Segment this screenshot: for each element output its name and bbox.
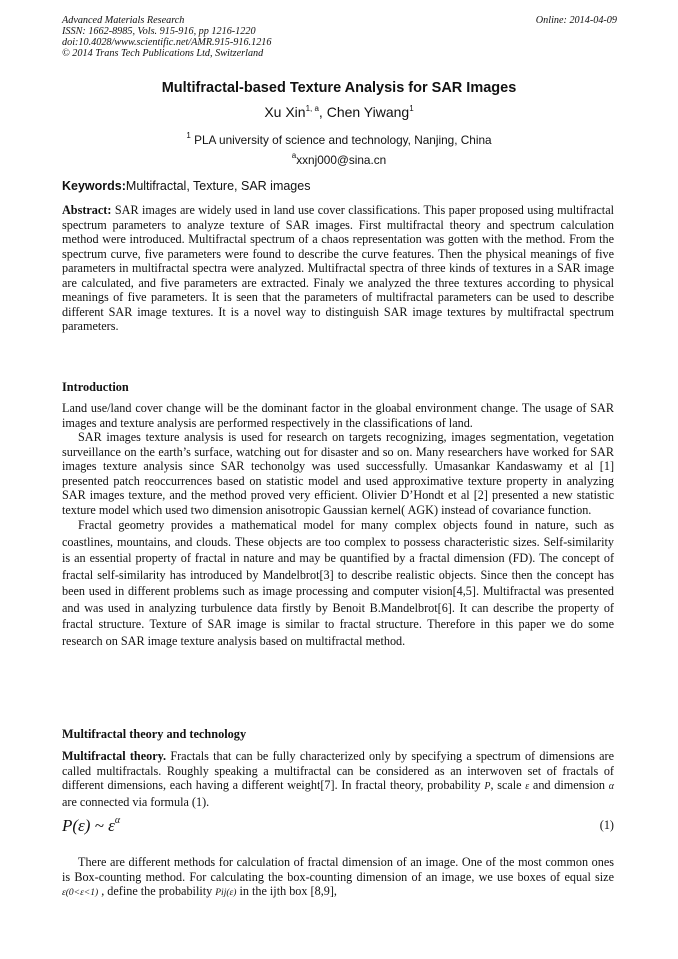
multifractal-paragraph bbox=[62, 749, 614, 809]
keywords-text: Multifractal, Texture, SAR images bbox=[125, 179, 311, 193]
author-separator: , bbox=[318, 104, 327, 120]
doi-line: doi:10.4028/www.scientific.net/AMR.915-916.1216 bbox=[62, 37, 272, 48]
affiliation-text: PLA university of science and technology, Nanjing, China bbox=[190, 133, 492, 147]
box-counting-text-a: There are different methods for calculation of fractal dimension of an image. One of the most common ones is Box-counting method. For calculating the box-counting dimension of an image, we use boxes of equal size bbox=[62, 855, 614, 884]
equation-1-lhs: P(ε) ~ ε bbox=[62, 816, 115, 835]
box-counting-paragraph bbox=[62, 855, 614, 901]
introduction-paragraph-2: SAR images texture analysis is used for research on targets recognizing, images segmentation, vegetation surveillance on the earth’s surface, watching out for disaster and so on. Many researchers have worked for SAR images texture analysis since SAR techonolgy was used successfully. Umasankar Kandaswamy et al [1] presented patch reoccurrences based on statistic model and used approximative texture property in analyzing SAR images texture, and the method proved very efficient. Olivier D’Hondt et al [2] presented a new statistic texture model which used two dimension anisotropic Gaussian kernel( AGK) instead of covariance function. bbox=[62, 430, 614, 517]
author-list bbox=[0, 104, 678, 120]
symbol-dimension: α bbox=[608, 781, 614, 792]
affiliation bbox=[0, 131, 678, 147]
multifractal-text-c: and dimension bbox=[529, 778, 609, 792]
introduction-paragraph-1: Land use/land cover change will be the dominant factor in the gloabal environment change. The usage of SAR images and texture analysis are performed respectively in the classifications of land. bbox=[62, 401, 614, 430]
abstract-text: SAR images are widely used in land use cover classifications. This paper proposed using multifractal spectrum parameters to analyze texture of SAR images. First multifractal theory and spectrum calculation method were introduced. Multifractal spectrum of a chaos representation was gotten with the method. From the spectrum curve, five parameters were found to describe the curve features. Then the physical meanings of five parameters in multifractal spectra were analyzed. Multifractal spectra of three kinds of textures in a SAR image are calculated, and five parameters are extracted. Finaly we analyzed the three textures according to physical meanings of five parameters. It is seen that the parameters of multifractal parameters can be used to describe different SAR image textures. It is a novel way to distinguish SAR image textures by multifractal spectrum parameters. bbox=[62, 203, 614, 333]
box-counting-section bbox=[62, 855, 614, 901]
multifractal-theory-label: Multifractal theory. bbox=[62, 749, 167, 763]
abstract bbox=[62, 203, 614, 334]
equation-1-number: (1) bbox=[599, 818, 614, 832]
symbol-probability: P bbox=[484, 781, 491, 792]
keywords bbox=[62, 179, 310, 193]
box-size-math: ε(0<ε<1) bbox=[62, 888, 99, 898]
equation-1-exponent: α bbox=[114, 815, 121, 826]
email-marker: a bbox=[291, 151, 297, 160]
keywords-label: Keywords: bbox=[62, 179, 126, 193]
email-address: xxnj000@sina.cn bbox=[296, 153, 387, 167]
introduction-heading: Introduction bbox=[62, 380, 129, 394]
issn-line: ISSN: 1662-8985, Vols. 915-916, pp 1216-1220 bbox=[62, 26, 256, 37]
affiliation-marker: 1 bbox=[186, 131, 191, 140]
equation-1-formula bbox=[62, 816, 120, 835]
introduction-paragraph-3: Fractal geometry provides a mathematical model for many complex objects found in nature, such as coastlines, mountains, and clouds. These objects are too complex to possess characteristic sizes. Self-similarity is an essential property of fractal in nature and may be quantified by a fractal dimension (FD). The concept of fractal self-similarity has introduced by Mandelbrot[3] to describe realistic objects. Since then the concept has been used in different problems such as image processing and computer vision[4,5]. Multifractal was presented and was used in analyzing turbulence data firstly by Benoit B.Mandelbrot[6]. It can describe the property of fractal structure. Texture of SAR image is similar to fractal structure. Therefore in this paper we do some research on SAR image texture analysis based on multifractal method. bbox=[62, 518, 614, 648]
journal-header bbox=[62, 15, 617, 59]
author2-affiliation-marker: 1 bbox=[409, 104, 414, 113]
symbol-scale: ε bbox=[525, 781, 530, 792]
author1-affiliation-marker: 1, a bbox=[305, 104, 319, 113]
author-chen-yiwang: Chen Yiwang bbox=[326, 104, 410, 120]
multifractal-text-b: , scale bbox=[490, 778, 526, 792]
online-date: Online: 2014-04-09 bbox=[535, 15, 617, 26]
journal-name: Advanced Materials Research bbox=[62, 15, 185, 26]
box-counting-text-b: , define the probability bbox=[98, 884, 216, 898]
box-counting-text-c: in the ijth box [8,9], bbox=[236, 884, 337, 898]
multifractal-text-a: Fractals that can be fully characterized only by specifying a spectrum of dimensions are called multifractals. Roughly speaking a multifractal can be considered as an interwoven set of fractals of different dimensions, each having a different weight[7]. In fractal theory, probability bbox=[62, 749, 614, 792]
author-email bbox=[0, 151, 678, 167]
multifractal-text-d: are connected via formula (1). bbox=[62, 794, 210, 809]
equation-1 bbox=[62, 815, 614, 836]
paper-title: Multifractal-based Texture Analysis for SAR Images bbox=[161, 80, 517, 96]
author-xu-xin: Xu Xin bbox=[264, 104, 306, 120]
multifractal-heading: Multifractal theory and technology bbox=[62, 727, 247, 741]
abstract-label: Abstract: bbox=[62, 203, 112, 217]
probability-math: Pij(ε) bbox=[215, 888, 237, 898]
introduction-section bbox=[62, 401, 614, 649]
copyright-line: © 2014 Trans Tech Publications Ltd, Switzerland bbox=[62, 48, 264, 59]
